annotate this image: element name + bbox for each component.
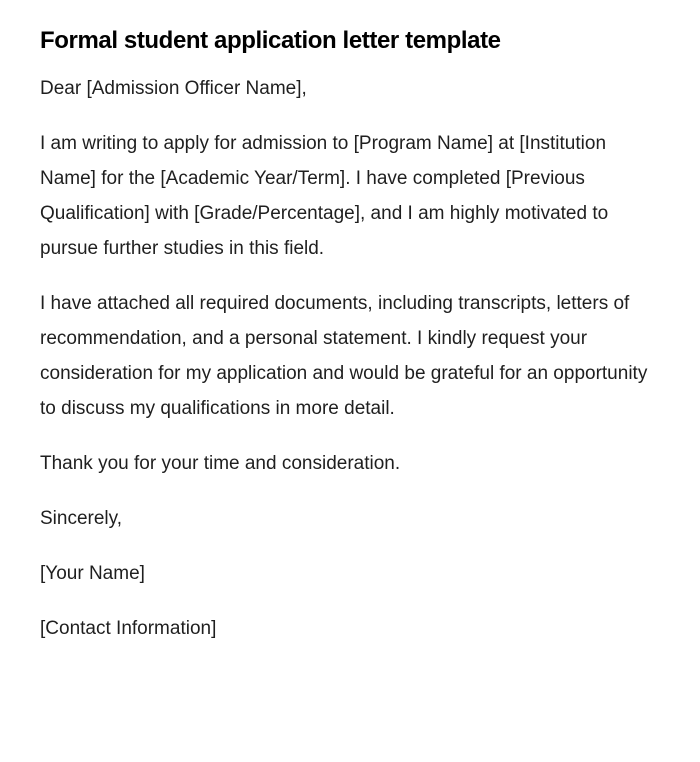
name-placeholder: [Your Name]: [40, 563, 145, 584]
salutation: Dear [Admission Officer Name],: [40, 78, 307, 99]
body-paragraph-2: I have attached all required documents, including transcripts, letters of recommendation, and a personal statement. I kindly request your consideration for my application and would be grateful for an opportunity to discuss my qualifications in more detail.: [40, 293, 648, 419]
letter-page: [40, 24, 660, 666]
body-paragraph-1: I am writing to apply for admission to [Program Name] at [Institution Name] for the [Academic Year/Term]. I have completed [Previous Qualification] with [Grade/Percentage], and I am highly motivated to pursue further studies in this field.: [40, 133, 609, 259]
closing: Sincerely,: [40, 508, 123, 529]
thanks-line: Thank you for your time and consideration.: [40, 453, 401, 474]
document-title: Formal student application letter template: [40, 27, 501, 54]
contact-placeholder: [Contact Information]: [40, 618, 217, 639]
